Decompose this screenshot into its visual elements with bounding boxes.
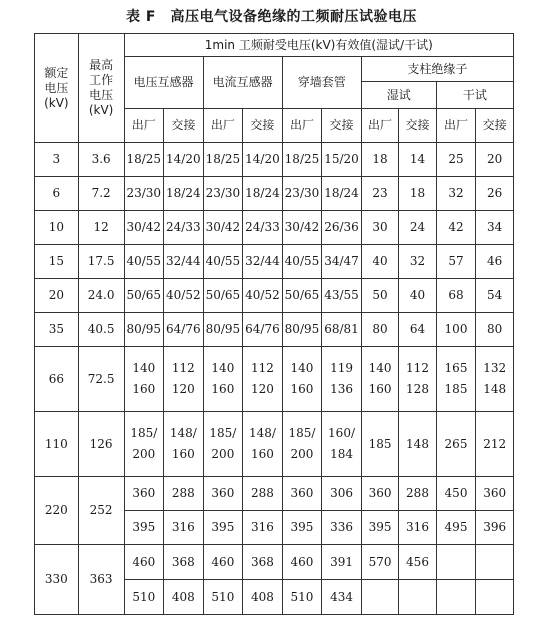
cell-pd-f xyxy=(436,580,476,615)
cell-pw-h: 32 xyxy=(399,245,436,279)
cell-line: 185 xyxy=(444,382,468,396)
cell-line: 128 xyxy=(406,382,429,396)
table-row xyxy=(35,279,514,313)
cell-pw-f: 360 xyxy=(361,477,398,511)
cell-ct-h xyxy=(243,412,283,477)
cell-line: 136 xyxy=(330,382,353,396)
cell-wb-h: 434 xyxy=(322,580,362,615)
cell-rated: 6 xyxy=(35,177,79,211)
table-row xyxy=(35,177,514,211)
cell-wb-f: 510 xyxy=(282,580,322,615)
cell-line: 132 xyxy=(483,361,507,375)
cell-pw-h: 40 xyxy=(399,279,436,313)
cell-wb-h: 15/20 xyxy=(322,143,362,177)
cell-vt-f: 395 xyxy=(124,511,164,545)
cell-wb-f: 40/55 xyxy=(282,245,322,279)
cell-wb-f: 18/25 xyxy=(282,143,322,177)
cell-pd-h: 396 xyxy=(476,511,514,545)
cell-pd-h xyxy=(476,580,514,615)
cell-vt-f: 18/25 xyxy=(124,143,164,177)
cell-pd-h: 46 xyxy=(476,245,514,279)
cell-pd-f xyxy=(436,545,476,580)
handover-subheader: 交接 xyxy=(322,109,362,143)
cell-pd-h: 26 xyxy=(476,177,514,211)
cell-max: 363 xyxy=(78,545,124,615)
cell-pd-h: 80 xyxy=(476,313,514,347)
cell-rated: 3 xyxy=(35,143,79,177)
cell-line: 200 xyxy=(132,447,156,461)
cell-line: 140 xyxy=(368,361,392,375)
cell-pw-h: 14 xyxy=(399,143,436,177)
cell-pw-f: 50 xyxy=(361,279,398,313)
cell-max: 3.6 xyxy=(78,143,124,177)
cell-wb-f xyxy=(282,412,322,477)
max-voltage-header-line: 最高 xyxy=(89,58,114,72)
cell-rated: 220 xyxy=(35,477,79,545)
cell-pw-h: 456 xyxy=(399,545,436,580)
cell-ct-f xyxy=(203,347,243,412)
cell-pw-h: 316 xyxy=(399,511,436,545)
cell-line: 160 xyxy=(132,382,156,396)
post-insulator-header: 支柱绝缘子 xyxy=(361,57,513,82)
cell-pd-h: 34 xyxy=(476,211,514,245)
cell-pw-f: 18 xyxy=(361,143,398,177)
cell-pd-f xyxy=(436,347,476,412)
cell-pw-h xyxy=(399,580,436,615)
cell-pd-h xyxy=(476,347,514,412)
cell-pw-h: 64 xyxy=(399,313,436,347)
current-transformer-header: 电流互感器 xyxy=(203,57,282,109)
cell-vt-f: 80/95 xyxy=(124,313,164,347)
wet-test-header: 湿试 xyxy=(361,82,436,109)
cell-ct-f: 460 xyxy=(203,545,243,580)
cell-vt-f xyxy=(124,412,164,477)
cell-wb-h: 26/36 xyxy=(322,211,362,245)
cell-vt-h: 288 xyxy=(164,477,204,511)
cell-line: 140 xyxy=(132,361,156,375)
cell-pd-h: 212 xyxy=(476,412,514,477)
cell-ct-h: 368 xyxy=(243,545,283,580)
cell-wb-f: 460 xyxy=(282,545,322,580)
voltage-test-table xyxy=(34,33,514,615)
rated-voltage-header-line: 额定 xyxy=(44,65,69,80)
cell-line: 165 xyxy=(444,361,468,375)
cell-line: 185/ xyxy=(209,426,237,440)
cell-wb-h: 34/47 xyxy=(322,245,362,279)
cell-wb-h: 306 xyxy=(322,477,362,511)
cell-ct-h: 40/52 xyxy=(243,279,283,313)
cell-vt-h: 408 xyxy=(164,580,204,615)
cell-wb-h: 43/55 xyxy=(322,279,362,313)
cell-line: 160 xyxy=(250,447,274,461)
cell-pd-f: 42 xyxy=(436,211,476,245)
cell-line: 112 xyxy=(250,361,274,375)
cell-pw-f: 395 xyxy=(361,511,398,545)
factory-subheader: 出厂 xyxy=(361,109,398,143)
cell-vt-f: 460 xyxy=(124,545,164,580)
handover-subheader: 交接 xyxy=(243,109,283,143)
cell-line: 112 xyxy=(171,361,195,375)
cell-ct-h: 32/44 xyxy=(243,245,283,279)
max-voltage-header-line: (kV) xyxy=(88,103,114,117)
cell-line: 185/ xyxy=(288,426,316,440)
cell-pd-f: 450 xyxy=(436,477,476,511)
cell-pw-f xyxy=(361,347,398,412)
cell-pw-f: 80 xyxy=(361,313,398,347)
cell-wb-h: 18/24 xyxy=(322,177,362,211)
table-row xyxy=(35,313,514,347)
factory-subheader: 出厂 xyxy=(436,109,476,143)
max-voltage-header xyxy=(78,34,124,143)
max-voltage-header-line: 工作 xyxy=(89,73,114,87)
factory-subheader: 出厂 xyxy=(282,109,322,143)
cell-wb-h: 391 xyxy=(322,545,362,580)
cell-vt-f: 23/30 xyxy=(124,177,164,211)
cell-ct-f: 360 xyxy=(203,477,243,511)
cell-wb-f: 30/42 xyxy=(282,211,322,245)
cell-line: 112 xyxy=(406,361,429,375)
voltage-transformer-header: 电压互感器 xyxy=(124,57,203,109)
cell-wb-f: 80/95 xyxy=(282,313,322,347)
cell-rated: 330 xyxy=(35,545,79,615)
cell-line: 200 xyxy=(211,447,235,461)
header-row-1 xyxy=(35,34,514,57)
cell-ct-h: 288 xyxy=(243,477,283,511)
cell-rated: 15 xyxy=(35,245,79,279)
cell-line: 185/ xyxy=(130,426,158,440)
cell-vt-f: 510 xyxy=(124,580,164,615)
cell-wb-f: 395 xyxy=(282,511,322,545)
cell-line: 140 xyxy=(290,361,314,375)
cell-max: 72.5 xyxy=(78,347,124,412)
rated-voltage-header xyxy=(35,34,79,143)
table-title: 表 F 高压电气设备绝缘的工频耐压试验电压 xyxy=(126,9,417,25)
cell-wb-h: 68/81 xyxy=(322,313,362,347)
cell-rated: 10 xyxy=(35,211,79,245)
cell-vt-h xyxy=(164,412,204,477)
cell-max: 40.5 xyxy=(78,313,124,347)
table-row xyxy=(35,477,514,511)
cell-pw-h: 288 xyxy=(399,477,436,511)
cell-line: 120 xyxy=(250,382,274,396)
cell-line: 148 xyxy=(483,382,507,396)
cell-vt-h: 316 xyxy=(164,511,204,545)
cell-ct-f xyxy=(203,412,243,477)
cell-rated: 20 xyxy=(35,279,79,313)
cell-pd-f: 57 xyxy=(436,245,476,279)
cell-vt-h xyxy=(164,347,204,412)
cell-pd-f: 495 xyxy=(436,511,476,545)
cell-vt-h: 18/24 xyxy=(164,177,204,211)
cell-wb-h: 336 xyxy=(322,511,362,545)
cell-rated: 66 xyxy=(35,347,79,412)
cell-ct-h: 18/24 xyxy=(243,177,283,211)
rated-voltage-header-line: (kV) xyxy=(44,95,69,110)
cell-vt-h: 40/52 xyxy=(164,279,204,313)
cell-vt-h: 24/33 xyxy=(164,211,204,245)
table-row xyxy=(35,412,514,477)
cell-vt-h: 64/76 xyxy=(164,313,204,347)
cell-ct-f: 80/95 xyxy=(203,313,243,347)
cell-max: 24.0 xyxy=(78,279,124,313)
cell-line: 148/ xyxy=(248,426,276,440)
cell-ct-f: 510 xyxy=(203,580,243,615)
cell-pd-f: 25 xyxy=(436,143,476,177)
cell-pd-h: 360 xyxy=(476,477,514,511)
cell-line: 148/ xyxy=(169,426,197,440)
cell-line: 160 xyxy=(368,382,392,396)
cell-ct-f: 30/42 xyxy=(203,211,243,245)
cell-pw-f xyxy=(361,580,398,615)
handover-subheader: 交接 xyxy=(476,109,514,143)
cell-pw-f: 23 xyxy=(361,177,398,211)
cell-wb-f: 360 xyxy=(282,477,322,511)
cell-max: 17.5 xyxy=(78,245,124,279)
cell-pw-f: 40 xyxy=(361,245,398,279)
cell-pd-h: 20 xyxy=(476,143,514,177)
handover-subheader: 交接 xyxy=(164,109,204,143)
factory-subheader: 出厂 xyxy=(203,109,243,143)
cell-line: 160/ xyxy=(328,426,355,440)
cell-ct-f: 23/30 xyxy=(203,177,243,211)
cell-wb-f: 23/30 xyxy=(282,177,322,211)
cell-pd-f: 68 xyxy=(436,279,476,313)
cell-wb-f: 50/65 xyxy=(282,279,322,313)
cell-ct-h: 408 xyxy=(243,580,283,615)
cell-vt-h: 14/20 xyxy=(164,143,204,177)
cell-pw-h: 24 xyxy=(399,211,436,245)
dry-test-header: 干试 xyxy=(436,82,513,109)
cell-pw-h xyxy=(399,347,436,412)
cell-pw-f: 30 xyxy=(361,211,398,245)
cell-pd-h: 54 xyxy=(476,279,514,313)
cell-line: 119 xyxy=(330,361,353,375)
cell-line: 184 xyxy=(330,447,353,461)
cell-vt-f: 30/42 xyxy=(124,211,164,245)
wall-bushing-header: 穿墙套管 xyxy=(282,57,361,109)
cell-vt-f xyxy=(124,347,164,412)
cell-wb-h xyxy=(322,347,362,412)
cell-ct-f: 40/55 xyxy=(203,245,243,279)
cell-max: 7.2 xyxy=(78,177,124,211)
table-row xyxy=(35,245,514,279)
table-row xyxy=(35,143,514,177)
cell-line: 200 xyxy=(290,447,314,461)
table-row xyxy=(35,211,514,245)
cell-pd-f: 100 xyxy=(436,313,476,347)
cell-ct-h: 64/76 xyxy=(243,313,283,347)
cell-pd-f: 32 xyxy=(436,177,476,211)
cell-line: 140 xyxy=(211,361,235,375)
cell-pd-f: 265 xyxy=(436,412,476,477)
cell-rated: 110 xyxy=(35,412,79,477)
cell-pd-h xyxy=(476,545,514,580)
cell-wb-h xyxy=(322,412,362,477)
cell-max: 252 xyxy=(78,477,124,545)
cell-line: 160 xyxy=(171,447,195,461)
cell-pw-h: 148 xyxy=(399,412,436,477)
cell-vt-f: 40/55 xyxy=(124,245,164,279)
max-voltage-header-line: 电压 xyxy=(89,88,114,102)
handover-subheader: 交接 xyxy=(399,109,436,143)
table-row xyxy=(35,347,514,412)
cell-ct-h: 14/20 xyxy=(243,143,283,177)
cell-line: 160 xyxy=(211,382,235,396)
cell-line: 160 xyxy=(290,382,314,396)
cell-pw-f: 185 xyxy=(361,412,398,477)
cell-max: 126 xyxy=(78,412,124,477)
cell-ct-h: 24/33 xyxy=(243,211,283,245)
withstand-voltage-group-header: 1min 工频耐受电压(kV)有效值(湿试/干试) xyxy=(124,34,513,57)
factory-subheader: 出厂 xyxy=(124,109,164,143)
cell-ct-h: 316 xyxy=(243,511,283,545)
cell-pw-h: 18 xyxy=(399,177,436,211)
cell-ct-f: 18/25 xyxy=(203,143,243,177)
cell-line: 120 xyxy=(171,382,195,396)
cell-max: 12 xyxy=(78,211,124,245)
cell-ct-h xyxy=(243,347,283,412)
cell-ct-f: 50/65 xyxy=(203,279,243,313)
cell-vt-f: 360 xyxy=(124,477,164,511)
cell-pw-f: 570 xyxy=(361,545,398,580)
table-row xyxy=(35,545,514,580)
cell-ct-f: 395 xyxy=(203,511,243,545)
cell-rated: 35 xyxy=(35,313,79,347)
rated-voltage-header-line: 电压 xyxy=(44,80,69,95)
cell-vt-f: 50/65 xyxy=(124,279,164,313)
cell-wb-f xyxy=(282,347,322,412)
cell-vt-h: 368 xyxy=(164,545,204,580)
cell-vt-h: 32/44 xyxy=(164,245,204,279)
